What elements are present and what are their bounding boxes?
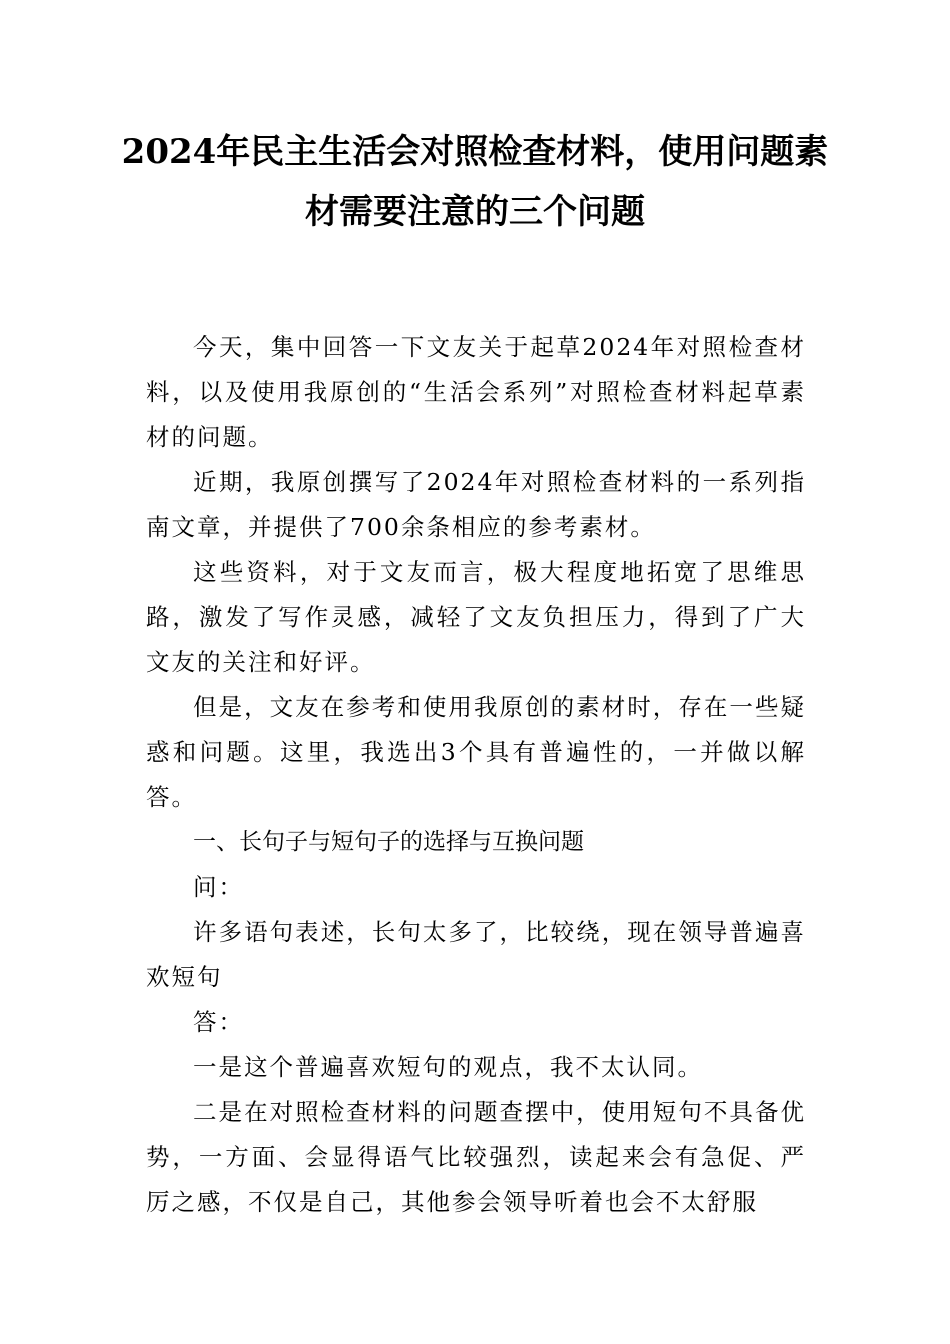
paragraph: 近期，我原创撰写了2024年对照检查材料的一系列指南文章，并提供了700余条相应的参考素材。 [146,468,806,541]
document-title: 2024年民主生活会对照检查材料，使用问题素材需要注意的三个问题 [121,132,829,232]
question-label: 问： [193,873,244,901]
answer-label: 答： [193,1008,244,1036]
question-text: 许多语句表述，长句太多了，比较绕，现在领导普遍喜欢短句 [146,918,806,991]
document-body [146,325,806,1225]
answer-point-one: 一是这个普遍喜欢短句的观点，我不太认同。 [193,1053,703,1081]
paragraph: 今天，集中回答一下文友关于起草2024年对照检查材料，以及使用我原创的“生活会系列”对照检查材料起草素材的问题。 [146,333,806,451]
paragraph: 这些资料，对于文友而言，极大程度地拓宽了思维思路，激发了写作灵感，减轻了文友负担压力，得到了广大文友的关注和好评。 [146,558,806,676]
section-heading: 一、长句子与短句子的选择与互换问题 [193,829,584,855]
answer-point-two: 二是在对照检查材料的问题查摆中，使用短句不具备优势，一方面、会显得语气比较强烈，读起来会有急促、严厉之感，不仅是自己，其他参会领导听着也会不太舒服 [146,1098,806,1216]
paragraph: 但是，文友在参考和使用我原创的素材时，存在一些疑惑和问题。这里，我选出3个具有普遍性的，一并做以解答。 [146,693,806,811]
